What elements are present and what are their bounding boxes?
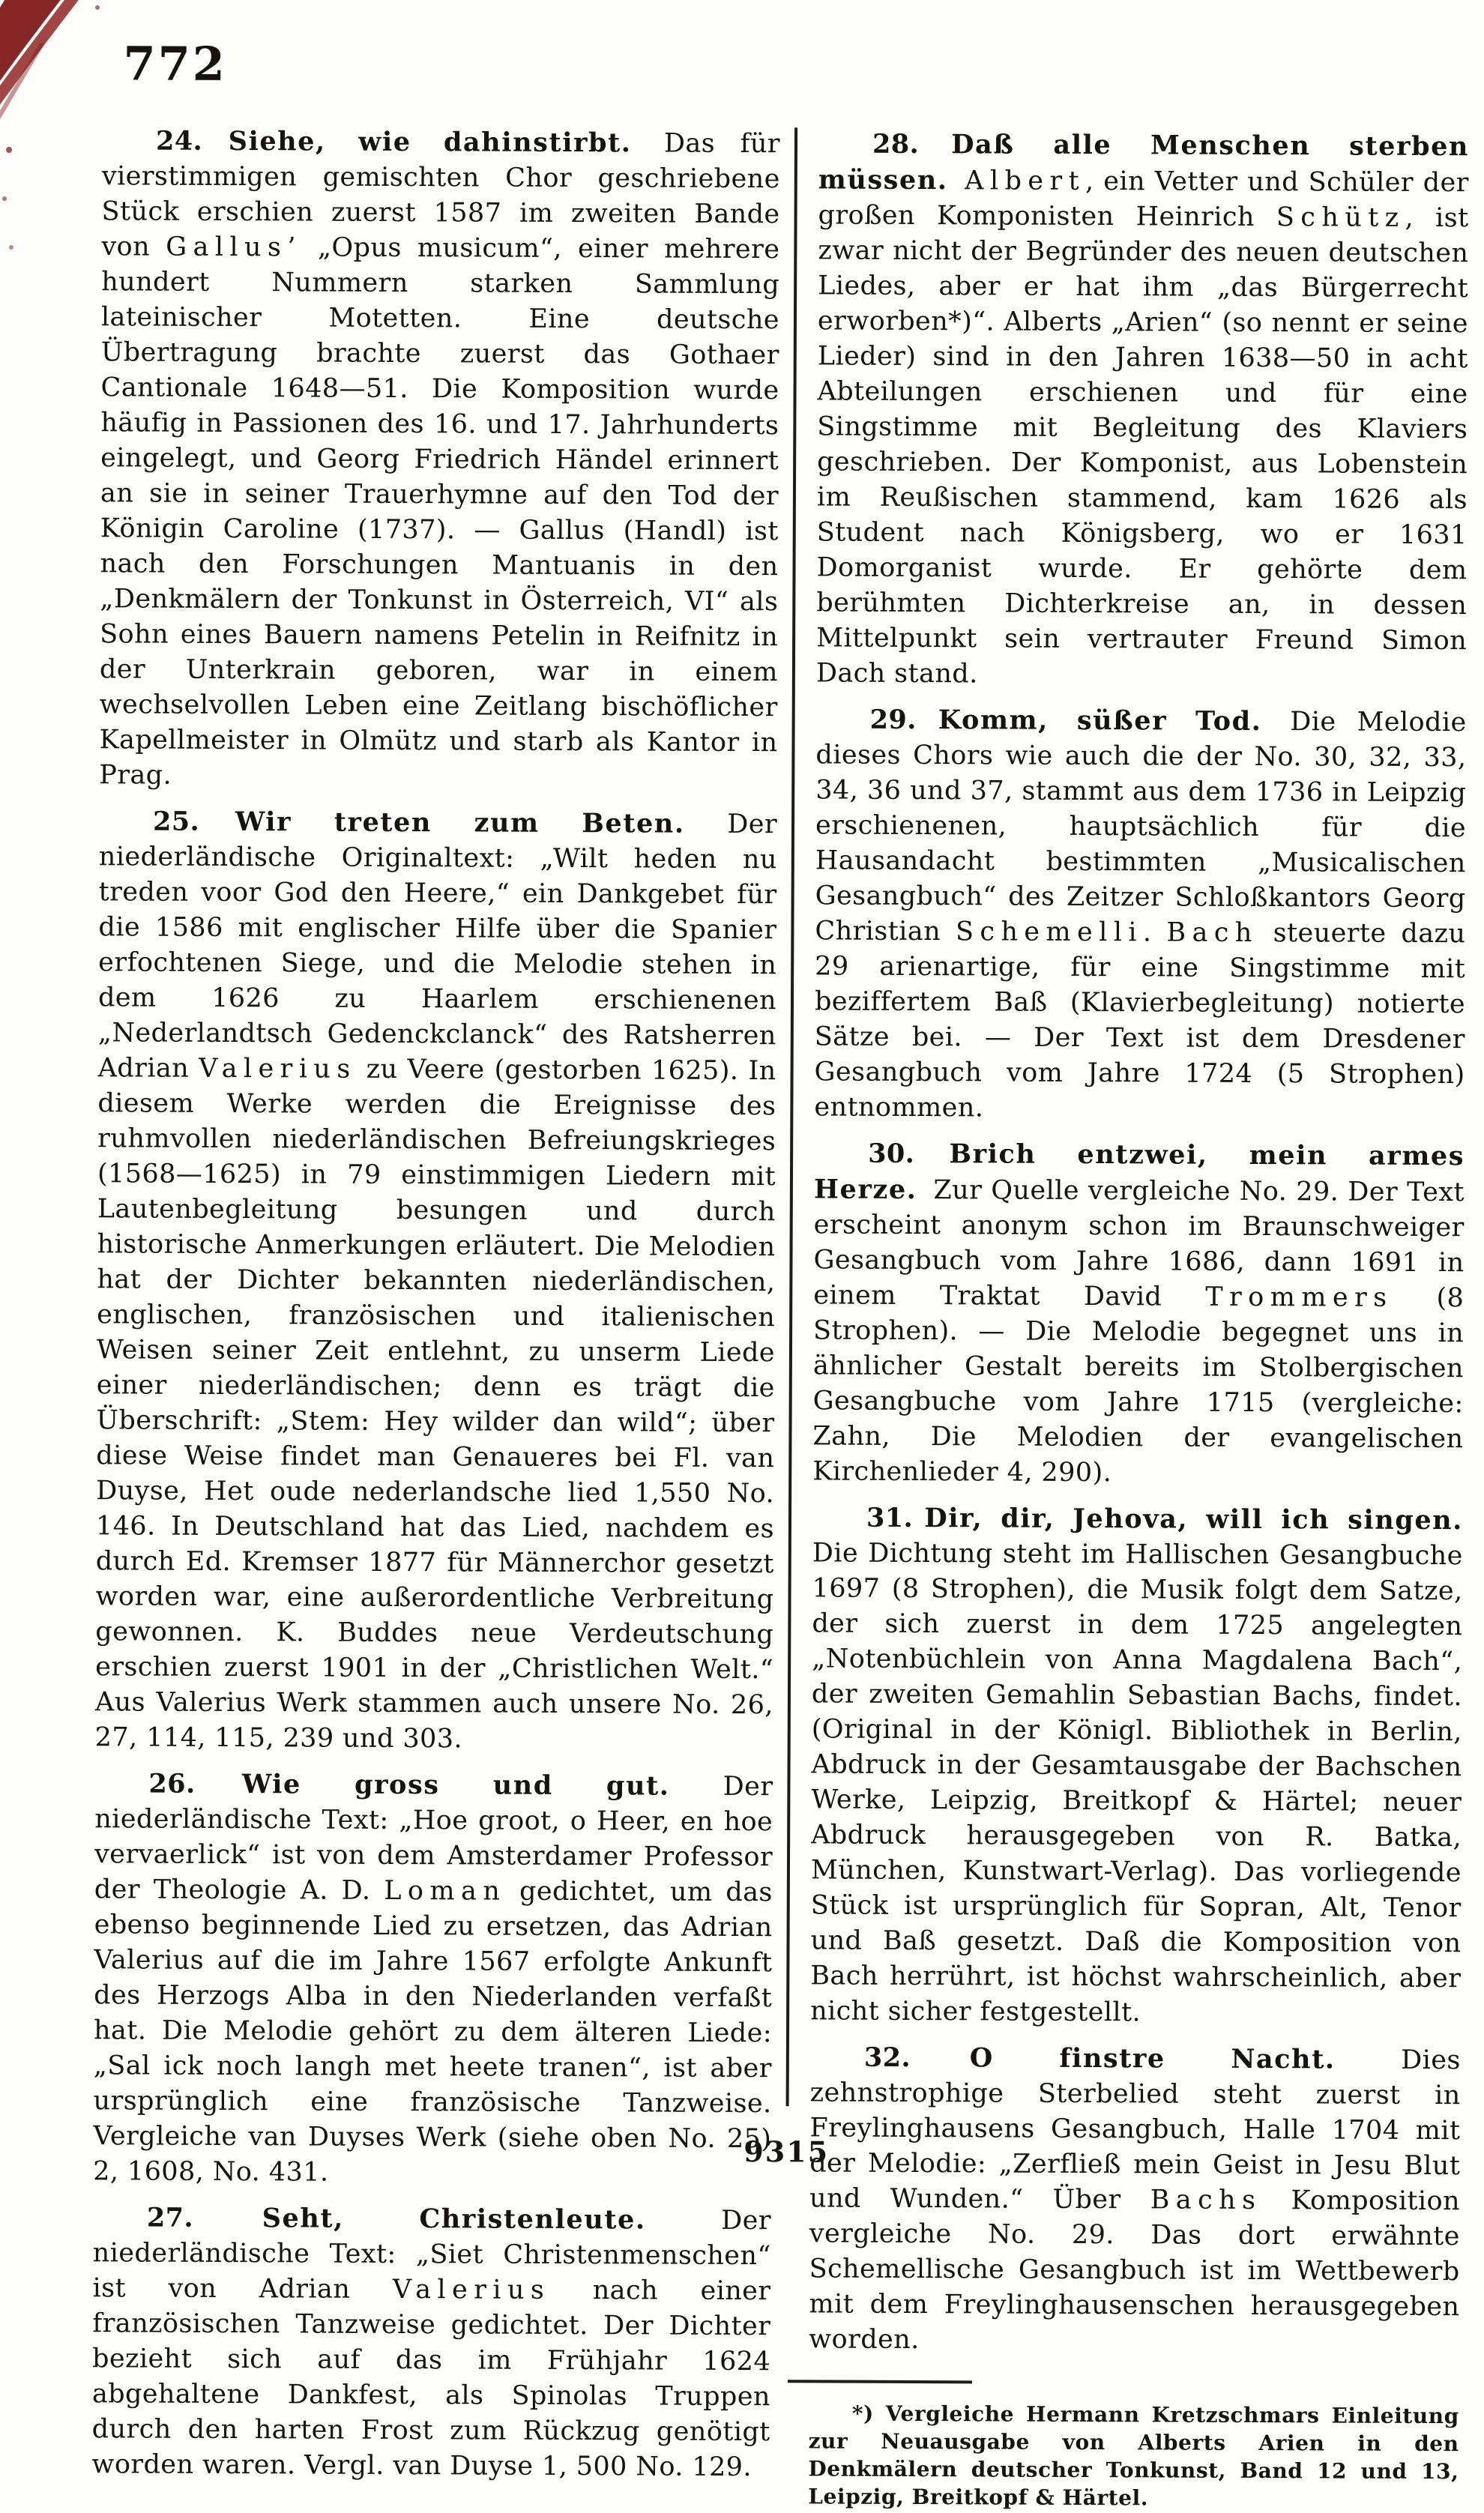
entry-title: Brich entzwei, mein armes Herze. xyxy=(813,1138,1465,1206)
entry-number: 24. xyxy=(155,125,229,157)
right-text-column xyxy=(808,126,1469,2513)
body-text: *) Vergleiche Hermann Kretzschmars Einleitung zur Neuausgabe von Alberts Arien in den Denkmälern deutscher Tonkunst, Band 12 und 13, Leipzig, Breitkopf & Härtel. xyxy=(808,2401,1459,2511)
body-text: nach einer französischen Tanzweise gedichtet. Der Dichter bezieht sich auf das im Frühjahr 1624 abgehaltene Dankfest, als Spinolas Truppen durch den harten Frost zum Rückzug genötigt worden waren. Vergl. van Duyse 1, 500 No. 129. xyxy=(91,2275,771,2483)
body-text: Das für vierstimmigen gemischten Chor geschriebene Stück erschien zuerst 1587 im zweiten Bande von xyxy=(101,128,781,262)
entry-title: Daß alle Menschen sterben müssen. xyxy=(818,129,1470,196)
entry-title: Dir, dir, Jehova, will ich singen. xyxy=(924,1503,1464,1536)
spaced-proper-name: Loman xyxy=(384,1875,507,1907)
footnote xyxy=(808,2399,1459,2513)
body-text: Die Dichtung steht im Hallischen Gesangbuche 1697 (8 Strophen), die Musik folgt dem Satze, der sich zuerst in dem 1725 angelegten „Notenbüchlein von Anna Magdalena Bach“, der zweiten Gemahlin Sebastian Bachs, findet. (Original in der Königl. Bibliothek in Berlin, Abdruck in der Gesamtausgabe der Bachschen Werke, Leipzig, Breitkopf & Härtel; neuer Abdruck herausgegeben von R. Batka, München, Kunstwart-Verlag). Das vorliegende Stück ist ursprünglich für Sopran, Alt, Tenor und Baß gesetzt. Daß die Komposition von Bach herrührt, ist höchst wahrscheinlich, aber nicht sicher festgestellt. xyxy=(810,1538,1463,2028)
body-text: Komposition vergleiche No. 29. Das dort erwähnte Schemellische Gesangbuch ist im Wettbewerb mit dem Freylinghausenschen herausgegeben worden. xyxy=(809,2185,1461,2356)
spaced-proper-name: Trommers xyxy=(1205,1282,1393,1313)
entry-number: 32. xyxy=(863,2042,970,2074)
body-text: zu Veere (gestorben 1625). In diesem Werke werden die Ereignisse des ruhmvollen niederländischen Befreiungskrieges (1568—1625) in 79 einstimmigen Liedern mit Lautenbegleitung besungen und durch historische Anmerkungen erläutert. Die Melodien hat der Dichter bekannten niederländischen, englischen, französischen und italienischen Weisen seiner Zeit entlehnt, zu unserm Liede einer niederländischen; denn es trägt die Überschrift: „Stem: Hey wilder dan wild“; über diese Weise findet man Genaueres bei Fl. van Duyse, Het oude nederlandsche lied 1,550 No. 146. In Deutschland hat das Lied, nachdem es durch Ed. Kremser 1877 für Männerchor gesetzt worden war, eine außerordentliche Verbreitung gewonnen. K. Buddes neue Verdeutschung erschien zuerst 1901 in der „Christlichen Welt.“ Aus Valerius Werk stammen auch unsere No. 26, 27, 114, 115, 239 und 303. xyxy=(94,1054,776,1755)
entry-28 xyxy=(816,126,1469,694)
plate-number: 9315 xyxy=(743,2135,830,2169)
spaced-proper-name: Bachs xyxy=(1150,2185,1262,2216)
entry-26 xyxy=(93,1766,773,2192)
body-text: , ist zwar nicht der Begründer des neuen deutschen Liedes, aber er hat ihm „das Bürgerrecht erworben*)“. Alberts „Arien“ (so nennt er seine Lieder) sind in den Jahren 1638—50 in acht Abteilungen erschienen und für eine Singstimme mit Begleitung des Klaviers geschrieben. Der Komponist, aus Lobenstein im Reußischen stammend, kam 1626 als Student nach Königsberg, wo er 1631 Domorganist wurde. Er gehörte dem berühmten Dichterkreise an, in dessen Mittelpunkt sein vertrauter Freund Simon Dach stand. xyxy=(815,202,1469,690)
body-text: Der niederländische Text: „Siet Christenmenschen“ ist von Adrian xyxy=(92,2205,771,2305)
body-text: steuerte dazu 29 arienartige, für eine Singstimme mit beziffertem Baß (Klavierbegleitung) notierte Sätze bei. — Der Text ist dem Dresdener Gesangbuch vom Jahre 1724 (5 Strophen) entnommen. xyxy=(814,918,1466,1123)
entry-27 xyxy=(91,2200,771,2485)
body-text: gedichtet, um das ebenso beginnende Lied zu ersetzen, das Adrian Valerius auf die im Jahre 1567 erfolgte Ankunft des Herzogs Alba in den Niederlanden verfaßt hat. Die Melodie gehört zu dem älteren Liede: „Sal ick noch langh met heete tranen“, ist aber ursprünglich eine französische Tanzweise. Vergleiche van Duyses Werk (siehe oben No. 25) 2, 1608, No. 431. xyxy=(93,1876,773,2188)
entry-number: 27. xyxy=(146,2202,262,2234)
entry-31 xyxy=(810,1500,1463,2032)
footnote-separator-rule xyxy=(788,2380,972,2383)
entry-32 xyxy=(809,2039,1461,2360)
page-number: 772 xyxy=(123,36,228,91)
entry-24 xyxy=(99,123,780,796)
entry-title: Wir treten zum Beten. xyxy=(235,806,728,839)
body-text: , ein Vetter und Schüler der großen Komponisten Heinrich xyxy=(818,166,1469,233)
body-text: Der niederländische Originaltext: „Wilt heden nu treden voor God den Heere,“ ein Dankgebet für die 1586 mit englischer Hilfe über die Spanier erfochtenen Siege, und die Melodie stehen in dem 1626 zu Haarlem erschienenen „Nederlandtsch Gedenckclanck“ des Ratsherren Adrian xyxy=(97,809,778,1084)
entry-29 xyxy=(814,702,1466,1128)
entry-title: Seht, Christenleute. xyxy=(262,2203,722,2236)
left-text-column xyxy=(91,123,780,2485)
right-column-entries xyxy=(809,126,1469,2360)
column-divider-rule xyxy=(786,127,798,2106)
entry-number: 30. xyxy=(868,1138,950,1170)
spaced-proper-name: Valerius xyxy=(199,1053,357,1084)
entry-title: Wie gross und gut. xyxy=(241,1769,723,1802)
body-text: Dies zehnstrophige Sterbelied steht zuerst in Freylinghausens Gesangbuch, Halle 1704 mit der Melodie: „Zerfließ mein Geist in Jesu Blut und Wunden.“ Über xyxy=(809,2045,1461,2215)
spaced-proper-name: Gallus’ xyxy=(166,232,302,263)
entry-number: 31. xyxy=(866,1502,925,1534)
spaced-proper-name: Valerius xyxy=(392,2274,551,2305)
body-text: . xyxy=(1142,917,1167,948)
body-text: „Opus musicum“, einer mehrere hundert Nummern starken Sammlung lateinischer Motetten. Eine deutsche Übertragung brachte zuerst das Gothaer Cantionale 1648—51. Die Komposition wurde häufig in Passionen des 16. und 17. Jahrhunderts eingelegt, und Georg Friedrich Händel erinnert an sie in seiner Trauerhymne auf den Tod der Königin Caroline (1737). — Gallus (Handl) ist nach den Forschungen Mantuanis in den „Denkmälern der Tonkunst in Österreich, VI“ als Sohn eines Bauern namens Petelin in Reifnitz in der Unterkrain geboren, war in einem wechselvollen Leben eine Zeitlang bischöflicher Kapellmeister in Olmütz und starb als Kantor in Prag. xyxy=(99,232,780,791)
spaced-proper-name: Schemelli xyxy=(955,917,1144,948)
entry-number: 26. xyxy=(148,1768,242,1800)
entry-title: Siehe, wie dahinstirbt. xyxy=(228,125,665,159)
body-text: Die Melodie dieses Chors wie auch die der No. 30, 32, 33, 34, 36 und 37, stammt aus dem 1736 in Leipzig erschienenen, hauptsächlich für die Hausandacht bestimmten „Musicalischen Gesangbuch“ des Zeitzer Schloßkantors Georg Christian xyxy=(815,707,1467,947)
body-text: Der niederländische Text: „Hoe groot, o Heer, en hoe vervaerlick“ ist von dem Amsterdamer Professor der Theologie A. D. xyxy=(94,1771,773,1906)
entry-number: 29. xyxy=(869,704,938,736)
body-text: Zur Quelle vergleiche No. 29. Der Text erscheint anonym schon im Braunschweiger Gesangbuch vom Jahre 1686, dann 1691 in einem Traktat David xyxy=(813,1175,1465,1312)
entry-25 xyxy=(95,803,778,1758)
entry-title: O finstre Nacht. xyxy=(969,2042,1402,2075)
spaced-proper-name: Bach xyxy=(1166,917,1258,949)
entry-number: 28. xyxy=(872,128,952,160)
entry-30 xyxy=(812,1135,1465,1492)
entry-title: Komm, süßer Tod. xyxy=(938,705,1291,737)
body-text: (8 Strophen). — Die Melodie begegnet uns in ähnlicher Gestalt bereits im Stolbergischen Gesangbuche vom Jahre 1715 (vergleiche: Zahn, Die Melodien der evangelischen Kirchenlieder 4, 290). xyxy=(812,1282,1465,1488)
spaced-proper-name: Schütz xyxy=(1276,202,1405,233)
entry-number: 25. xyxy=(152,806,236,838)
spaced-proper-name: Albert xyxy=(965,166,1086,196)
